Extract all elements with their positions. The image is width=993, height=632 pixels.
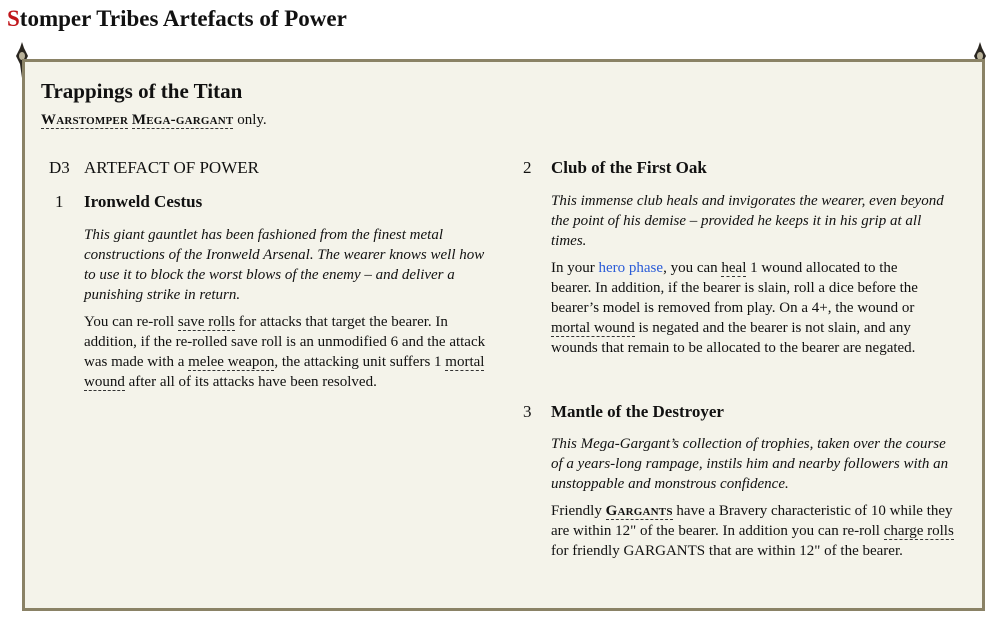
artefact-3-rules [551,501,956,561]
rule-text: , you can [663,260,722,276]
term-charge-rolls[interactable]: charge rolls [883,523,954,539]
rule-text: 1 wound allocated to the bearer. In addition, if the bearer is slain, roll a dice before the bearer’s model is removed from play. On a 4+, the wound or [551,260,918,316]
rule-text: have a Bravery characteristic of 10 while they are within 12" of the bearer. In addition you can re-roll [551,503,953,539]
term-mortal-wound[interactable]: mortal wound [84,354,485,390]
artefact-2-flavor: This immense club heals and invigorates the wearer, even beyond the point of his demise – provided he keeps it in his grip at all times. [551,193,944,249]
page-title-rest: tomper Tribes Artefacts of Power [19,6,347,31]
keyword-suffix: only. [233,112,267,128]
page-title [7,4,347,34]
rule-text: for friendly GARGANTS that are within 12" of the bearer. [551,543,903,559]
artefact-1-number: 1 [55,192,64,211]
artefact-1-name: Ironweld Cestus [84,192,203,211]
rule-text: for attacks that target the bearer. In addition, if the re-rolled save roll is an unmodified 6 and the attack was made with a [84,314,486,370]
artefact-3-flavor: This Mega-Gargant’s collection of trophies, taken over the course of a years-long rampage, instils him and nearby followers with an unstoppable and monstrous confidence. [551,436,949,492]
artefact-2-rules [551,258,941,358]
table-header-label: ARTEFACT OF POWER [84,158,259,177]
term-mortal-wound[interactable]: mortal wound [551,320,635,336]
artefact-2-name: Club of the First Oak [551,158,707,177]
term-save-rolls[interactable]: save rolls [177,314,235,330]
keyword-mega-gargant[interactable]: Mega-gargant [131,112,234,128]
page-title-initial: S [7,6,20,31]
rule-text: is negated and the bearer is not slain, and any wounds that remain to be allocated to the bearer are negated. [551,320,916,356]
table-header-d3: D3 [49,158,70,177]
rule-text: You can re-roll [84,314,178,330]
artefact-2-number: 2 [523,158,532,177]
term-heal[interactable]: heal [721,260,747,276]
keyword-gargants[interactable]: Gargants [605,503,673,519]
link-hero-phase[interactable]: hero phase [598,260,664,276]
artefact-3-number: 3 [523,402,532,421]
artefact-1-rules [84,312,496,392]
rule-text: In your [551,260,599,276]
ability-title: Trappings of the Titan [41,79,243,103]
artefact-3-name: Mantle of the Destroyer [551,402,724,421]
keyword-restriction [41,110,267,130]
keyword-warstomper[interactable]: Warstomper [41,112,129,128]
rule-text: Friendly [551,503,606,519]
term-melee-weapon[interactable]: melee weapon [188,354,275,370]
rule-text: after all of its attacks have been resolved. [124,374,377,390]
rule-text: , the attacking unit suffers 1 [274,354,446,370]
artefact-1-flavor: This giant gauntlet has been fashioned from the finest metal constructions of the Ironweld Arsenal. The wearer knows well how to use it to block the worst blows of the enemy – and deliver a punishing strike in return. [84,227,485,303]
